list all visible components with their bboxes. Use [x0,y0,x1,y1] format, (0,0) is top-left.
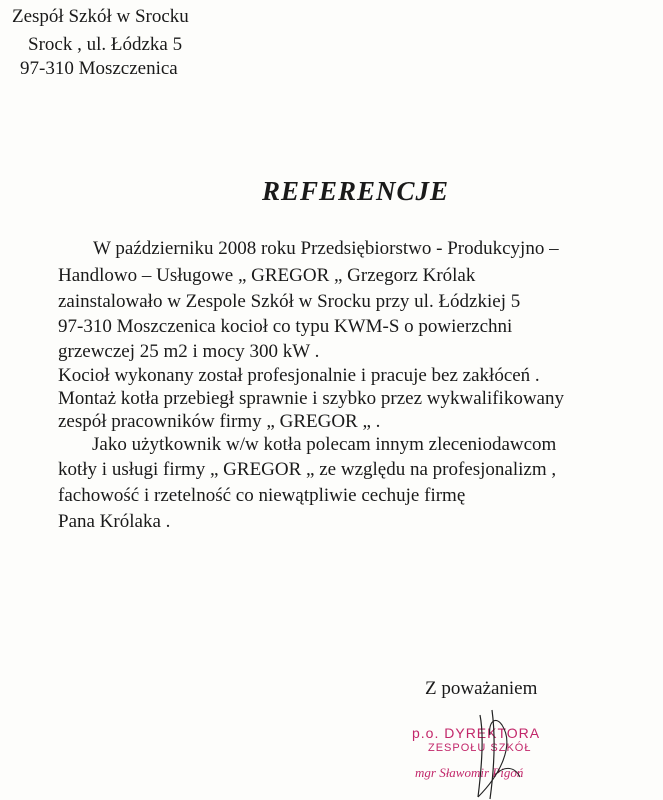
handwritten-signature [440,705,560,800]
stamp-role: p.o. DYREKTORA [412,725,541,741]
document-title: REFERENCJE [262,176,450,206]
body-line: Handlowo – Usługowe „ GREGOR „ Grzegorz Królak [58,265,476,286]
body-line: fachowość i rzetelność co niewątpliwie cechuje firmę [58,485,466,506]
stamp-name: mgr Sławomir Pigoń [415,765,524,780]
body-line: 97-310 Moszczenica kocioł co typu KWM-S o powierzchni [58,316,513,337]
sender-street: Srock , ul. Łódzka 5 [28,34,183,55]
body-line: Pana Królaka . [58,511,171,532]
body-line: W październiku 2008 roku Przedsiębiorstwo - Produkcyjno – [93,238,559,259]
body-line: zespół pracowników firmy „ GREGOR „ . [58,411,381,432]
stamp-institution: ZESPOŁU SZKÓŁ [428,742,532,754]
body-line: Montaż kotła przebiegł sprawnie i szybko przez wykwalifikowany [58,388,564,409]
body-line: Kocioł wykonany został profesjonalnie i pracuje bez zakłóceń . [58,365,540,386]
body-line: grzewczej 25 m2 i mocy 300 kW . [58,341,320,362]
sender-city: 97-310 Moszczenica [20,58,178,79]
sender-name: Zespół Szkół w Srocku [12,6,189,27]
closing-salutation: Z poważaniem [425,678,538,699]
body-line: zainstalowało w Zespole Szkół w Srocku przy ul. Łódzkiej 5 [58,291,521,312]
body-line: Jako użytkownik w/w kotła polecam innym zleceniodawcom [92,434,557,455]
body-line: kotły i usługi firmy „ GREGOR „ ze względu na profesjonalizm , [58,459,557,480]
